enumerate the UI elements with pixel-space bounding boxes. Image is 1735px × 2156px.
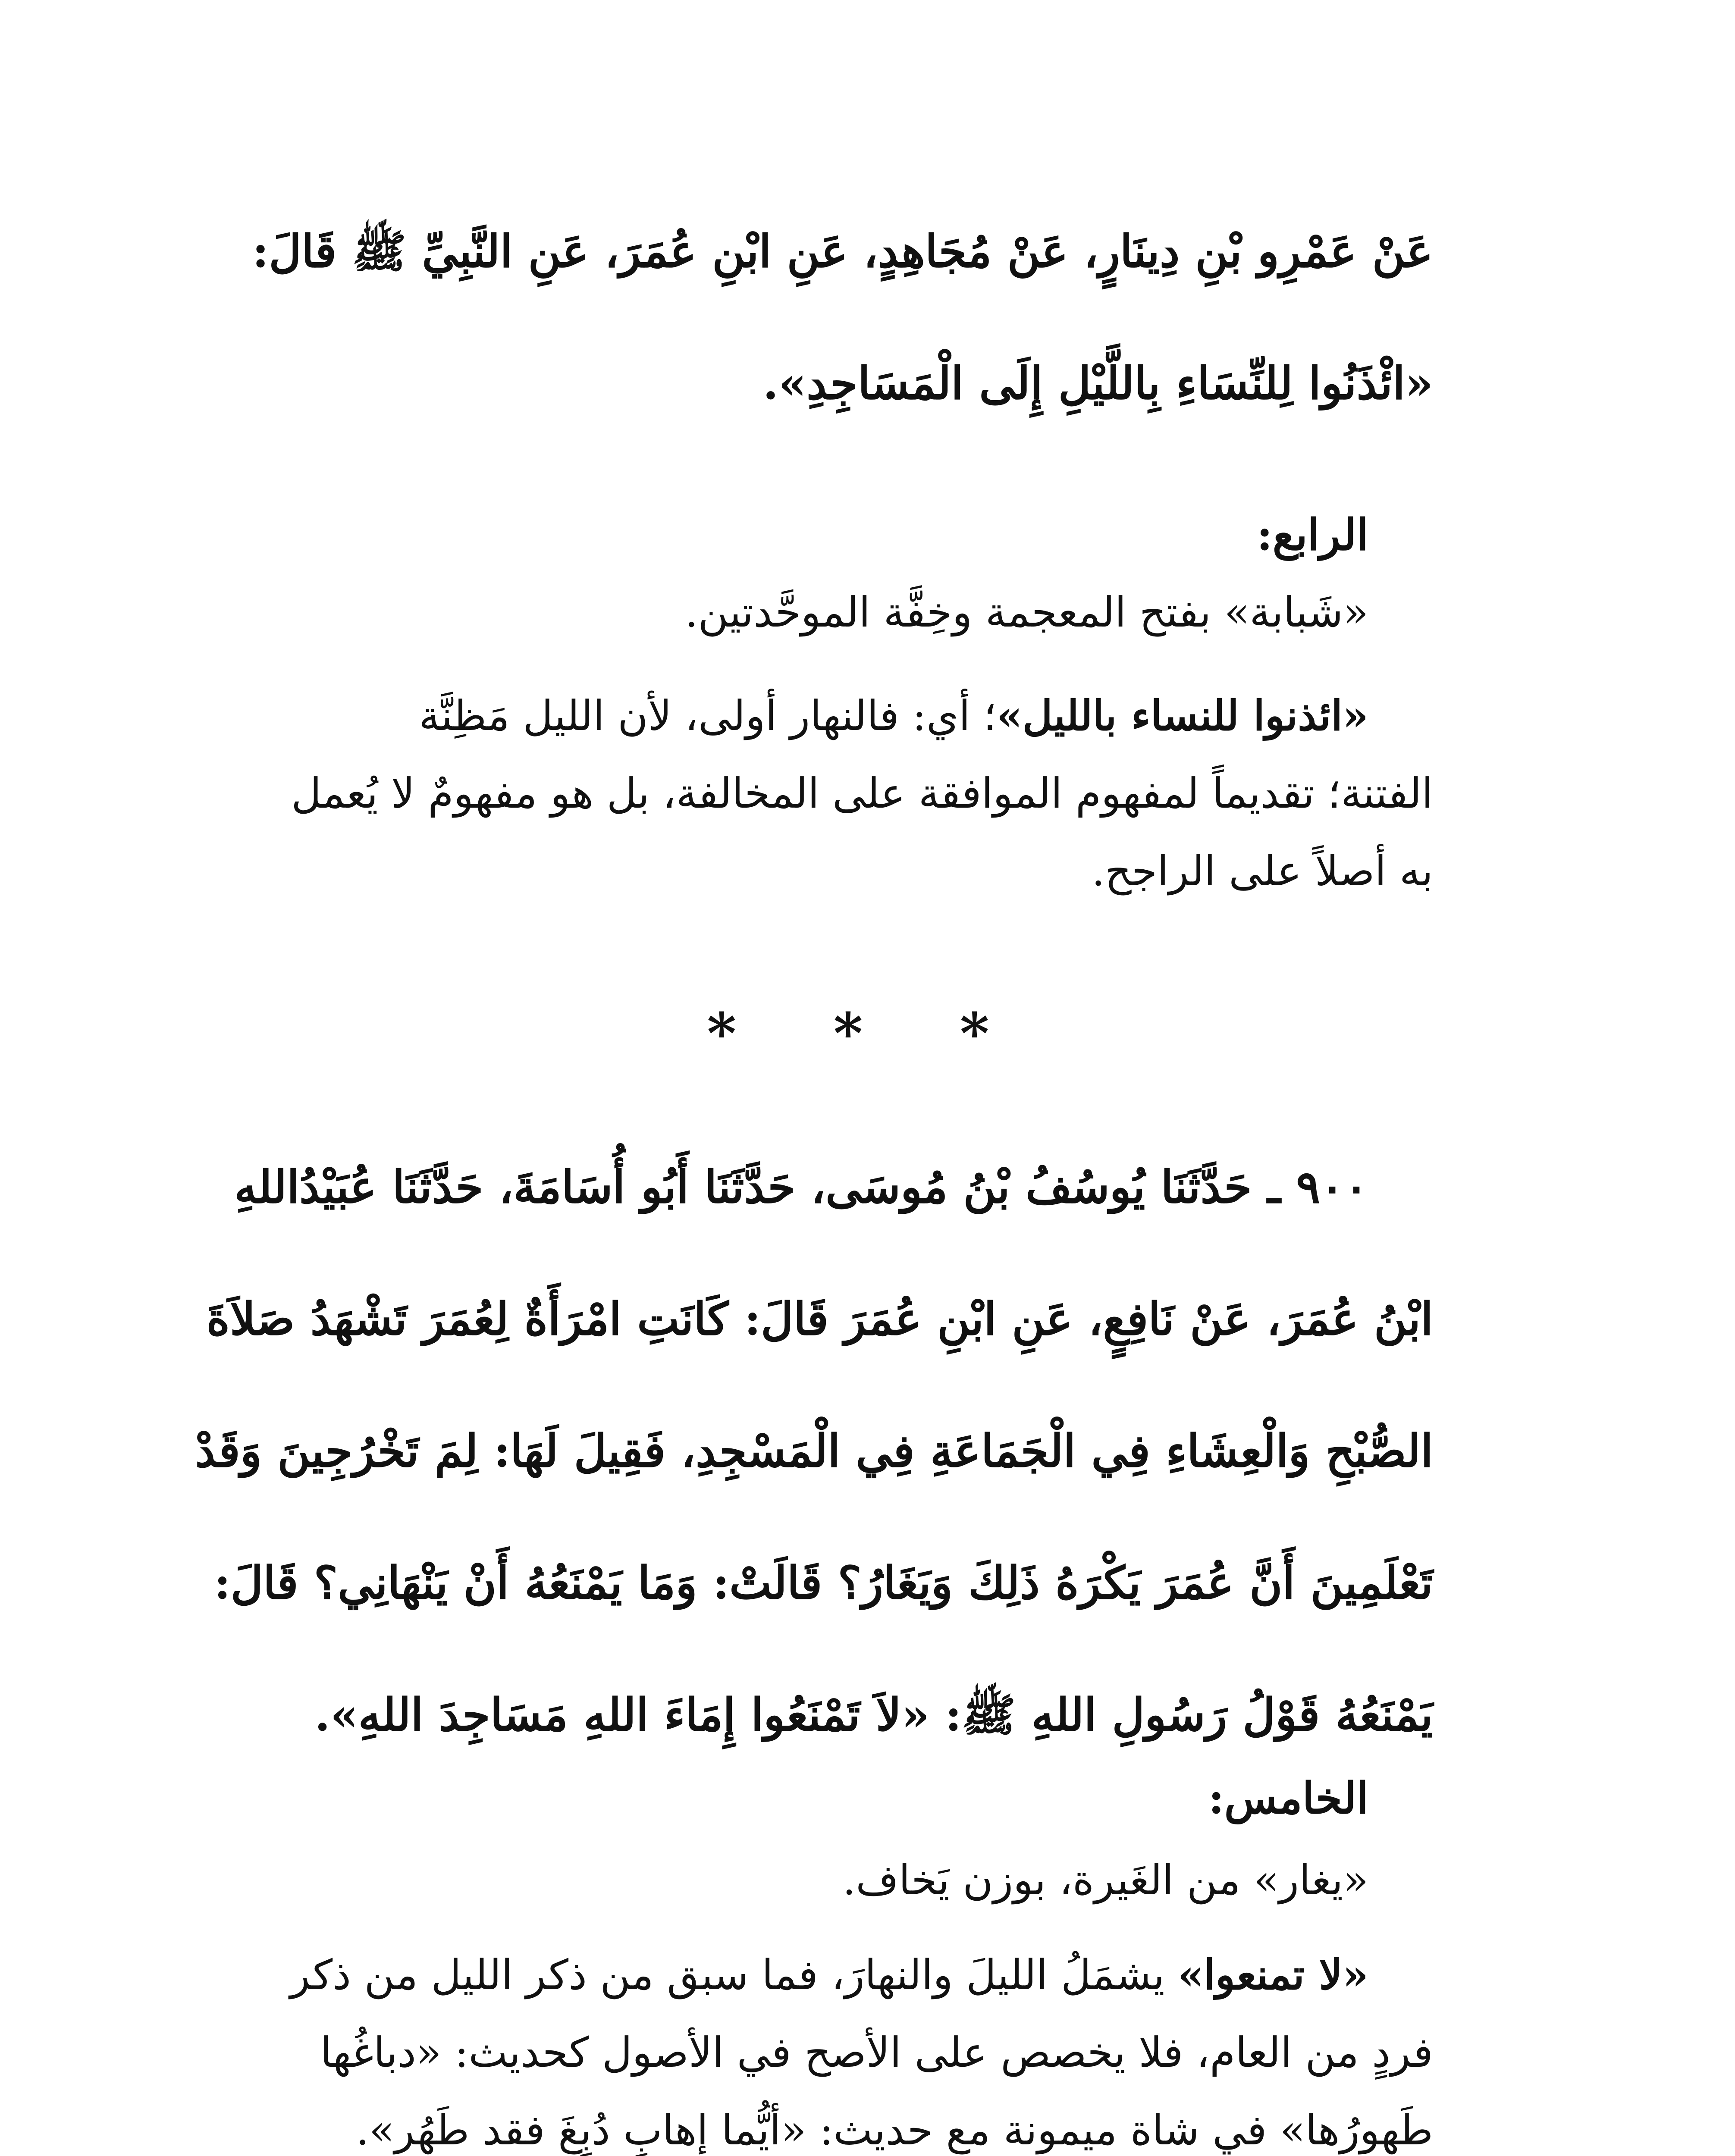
hadith-continuation (242, 185, 1433, 449)
commentary-text: ؛ أي: فالنهار أولى، لأن الليل مَظِنَّة (419, 692, 997, 740)
section-separator: * * * (707, 1000, 1028, 1066)
commentary-section-4 (242, 470, 1433, 936)
section-heading: الخامس: (1208, 1773, 1368, 1824)
section-heading: الرابع: (1256, 509, 1368, 560)
commentary-section-5 (242, 1733, 1433, 2156)
hadith-line: ٩٠٠ ـ حَدَّثَنَا يُوسُفُ بْنُ مُوسَى، حَدَّثَنَا أَبُو أُسَامَةَ، حَدَّثَنَا عُبَيْدُاللهِ (234, 1160, 1368, 1213)
commentary-paragraph: «شَبابة» بفتح المعجمة وخِفَّة الموحَّدتين. (684, 588, 1368, 636)
hadith-line: ابْنُ عُمَرَ، عَنْ نَافِعٍ، عَنِ ابْنِ عُمَرَ قَالَ: كَانَتِ امْرَأَةٌ لِعُمَرَ تَشْهَدُ صَلاَةَ (206, 1292, 1433, 1345)
quoted-phrase: «لا تمنعوا» (1178, 1950, 1368, 1999)
hadith-line: الصُّبْحِ وَالْعِشَاءِ فِي الْجَمَاعَةِ فِي الْمَسْجِدِ، فَقِيلَ لَهَا: لِمَ تَخْرُجِينَ وَقَدْ (195, 1424, 1433, 1477)
commentary-text: يشمَلُ الليلَ والنهارَ، فما سبق من ذكر الليل من ذكر (290, 1951, 1178, 1999)
hadith-line: يَمْنَعُهُ قَوْلُ رَسُولِ اللهِ ﷺ: «لاَ تَمْنَعُوا إِمَاءَ اللهِ مَسَاجِدَ اللهِ». (314, 1688, 1433, 1741)
hadith-line: تَعْلَمِينَ أَنَّ عُمَرَ يَكْرَهُ ذَلِكَ وَيَغَارُ؟ قَالَتْ: وَمَا يَمْنَعُهُ أَنْ يَنْهَانِي؟ قَالَ: (214, 1556, 1433, 1609)
commentary-paragraph-line: الفتنة؛ تقديماً لمفهوم الموافقة على المخالفة، بل هو مفهومٌ لا يُعمل (291, 769, 1433, 818)
commentary-paragraph-line: فردٍ من العام، فلا يخصص على الأصح في الأصول كحديث: «دباغُها (320, 2028, 1433, 2077)
commentary-paragraph-line: طَهورُها» في شاة ميمونة مع حديث: «أيُّما إهابٍ دُبِغَ فقد طَهُر». (356, 2106, 1433, 2154)
commentary-paragraph: «يغار» من الغَيرة، بوزن يَخاف. (842, 1856, 1368, 1904)
hadith-900 (195, 1121, 1433, 1781)
commentary-paragraph-line: به أصلاً على الراجح. (1092, 847, 1433, 895)
quoted-phrase: «ائذنوا للنساء بالليل» (996, 691, 1368, 740)
hadith-line: عَنْ عَمْرِو بْنِ دِينَارٍ، عَنْ مُجَاهِدٍ، عَنِ ابْنِ عُمَرَ، عَنِ النَّبِيِّ ﷺ قَالَ: (252, 225, 1433, 278)
hadith-line: «ائْذَنُوا لِلنِّسَاءِ بِاللَّيْلِ إِلَى الْمَسَاجِدِ». (762, 357, 1433, 410)
